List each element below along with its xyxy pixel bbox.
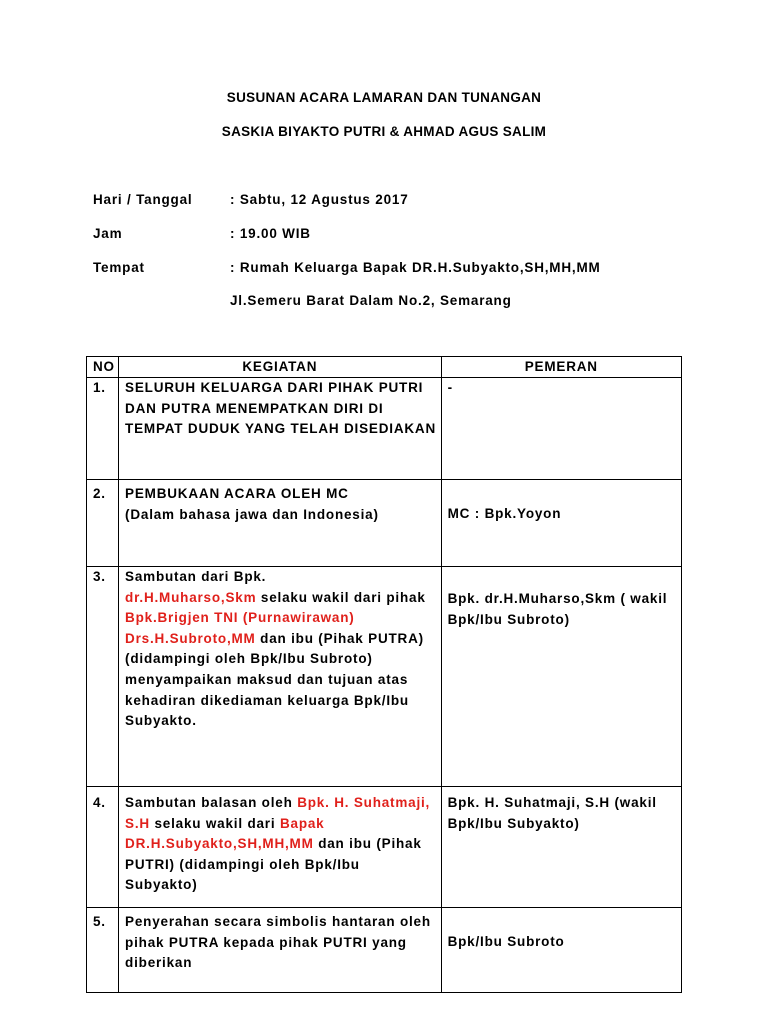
table-row bbox=[87, 480, 682, 567]
table-row bbox=[87, 567, 682, 787]
hari-value: : Sabtu, 12 Agustus 2017 bbox=[230, 192, 409, 207]
row-kegiatan bbox=[119, 787, 442, 908]
table-row bbox=[87, 908, 682, 993]
kegiatan-text: selaku wakil dari bbox=[149, 815, 280, 831]
row-pemeran: Bpk/Ibu Subroto bbox=[441, 908, 681, 993]
highlight-name: Bpk. H. Suhatmaji, S.H bbox=[125, 795, 431, 831]
row-kegiatan bbox=[119, 567, 442, 787]
kegiatan-text: dan ibu (Pihak PUTRA) (didampingi oleh Bpk/Ibu Subroto) menyampaikan maksud dan tujuan atas kehadiran dikediaman keluarga Bpk/Ibu Subyakto. bbox=[125, 630, 424, 729]
kegiatan-text: selaku wakil dari pihak bbox=[256, 589, 426, 605]
row-pemeran: Bpk. dr.H.Muharso,Skm ( wakil Bpk/Ibu Subroto) bbox=[441, 567, 681, 787]
row-number: 4. bbox=[87, 787, 119, 908]
highlight-name: dr.H.Muharso,Skm bbox=[125, 589, 257, 605]
row-number: 1. bbox=[87, 378, 119, 480]
tempat-value: : Rumah Keluarga Bapak DR.H.Subyakto,SH,MH,MM bbox=[230, 260, 601, 275]
row-number: 5. bbox=[87, 908, 119, 993]
highlight-name: Bpk.Brigjen TNI (Purnawirawan) Drs.H.Subroto,MM bbox=[125, 610, 355, 646]
document-title: SUSUNAN ACARA LAMARAN DAN TUNANGAN bbox=[226, 90, 542, 105]
row-kegiatan: Penyerahan secara simbolis hantaran oleh pihak PUTRA kepada pihak PUTRI yang diberikan bbox=[119, 908, 442, 993]
document-subtitle: SASKIA BIYAKTO PUTRI & AHMAD AGUS SALIM bbox=[221, 124, 547, 139]
header-pemeran: PEMERAN bbox=[441, 357, 681, 378]
hari-label: Hari / Tanggal bbox=[93, 192, 193, 207]
kegiatan-line: PEMBUKAAN ACARA OLEH MC bbox=[125, 486, 349, 501]
row-number: 3. bbox=[87, 567, 119, 787]
table-header-row bbox=[87, 357, 682, 378]
row-pemeran: Bpk. H. Suhatmaji, S.H (wakil Bpk/Ibu Subyakto) bbox=[441, 787, 681, 908]
highlight-name: Bapak DR.H.Subyakto,SH,MH,MM bbox=[125, 815, 325, 852]
header-kegiatan: KEGIATAN bbox=[119, 357, 442, 378]
row-pemeran: - bbox=[441, 378, 681, 480]
tempat-label: Tempat bbox=[93, 260, 145, 275]
kegiatan-text: dan ibu (Pihak PUTRI) (didampingi oleh Bpk/Ibu Subyakto) bbox=[125, 836, 422, 893]
row-number: 2. bbox=[87, 480, 119, 567]
row-kegiatan bbox=[119, 480, 442, 567]
jam-label: Jam bbox=[93, 226, 123, 241]
kegiatan-text: Sambutan dari Bpk. bbox=[125, 569, 267, 584]
jam-value: : 19.00 WIB bbox=[230, 226, 311, 241]
table-row bbox=[87, 787, 682, 908]
schedule-table bbox=[86, 356, 682, 993]
row-pemeran: MC : Bpk.Yoyon bbox=[441, 480, 681, 567]
header-no: NO bbox=[87, 357, 119, 378]
tempat-address: Jl.Semeru Barat Dalam No.2, Semarang bbox=[230, 293, 512, 308]
kegiatan-text: Sambutan balasan oleh bbox=[125, 795, 298, 810]
table-row bbox=[87, 378, 682, 480]
row-kegiatan: SELURUH KELUARGA DARI PIHAK PUTRI DAN PUTRA MENEMPATKAN DIRI DI TEMPAT DUDUK YANG TELAH DISEDIAKAN bbox=[119, 378, 442, 480]
kegiatan-line: (Dalam bahasa jawa dan Indonesia) bbox=[125, 506, 379, 522]
